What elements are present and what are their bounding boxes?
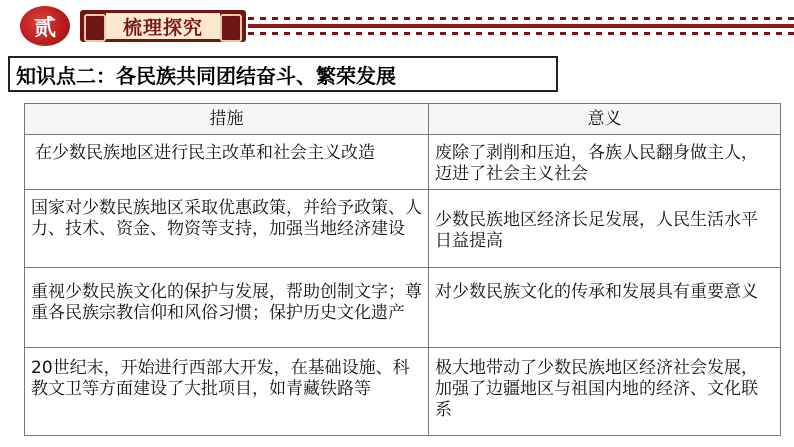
decorative-rule-center <box>248 24 794 28</box>
cell-text: 国家对少数民族地区采取优惠政策，并给予政策、人力、技术、资金、物资等支持，加强当地经济建设 <box>31 198 422 239</box>
cell-measure <box>25 190 429 268</box>
column-header-measure: 措施 <box>25 104 429 135</box>
cell-measure <box>25 135 429 190</box>
section-number-badge: 贰 <box>20 6 70 46</box>
cell-text: 在少数民族地区进行民主改革和社会主义改造 <box>35 143 375 163</box>
cell-text: 废除了剥削和压迫，各族人民翻身做主人，迈进了社会主义社会 <box>435 143 758 184</box>
table-row <box>25 348 781 436</box>
table-row <box>25 135 781 190</box>
cell-text: 少数民族地区经济长足发展，人民生活水平日益提高 <box>435 210 758 251</box>
cell-measure <box>25 268 429 348</box>
cell-significance <box>429 135 781 190</box>
cell-text: 对少数民族文化的传承和发展具有重要意义 <box>435 282 758 302</box>
table-row <box>25 190 781 268</box>
cell-text: 极大地带动了少数民族地区经济社会发展，加强了边疆地区与祖国内地的经济、文化联系 <box>435 358 758 420</box>
table-row <box>25 268 781 348</box>
cell-text: 重视少数民族文化的保护与发展，帮助创制文字；尊重各民族宗教信仰和风俗习惯；保护历史文化遗产 <box>31 282 422 323</box>
banner-title: 梳理探究 <box>106 13 220 39</box>
column-header-significance: 意义 <box>429 104 781 135</box>
section-title: 知识点二：各民族共同团结奋斗、繁荣发展 <box>8 56 558 92</box>
title-banner <box>80 10 246 42</box>
knowledge-table <box>24 103 781 436</box>
cell-significance <box>429 190 781 268</box>
table-header-row <box>25 104 781 135</box>
cell-measure <box>25 348 429 436</box>
cell-significance <box>429 348 781 436</box>
cell-text: 20世纪末，开始进行西部大开发，在基础设施、科教文卫等方面建设了大批项目，如青藏铁路等 <box>31 358 410 399</box>
cell-significance <box>429 268 781 348</box>
